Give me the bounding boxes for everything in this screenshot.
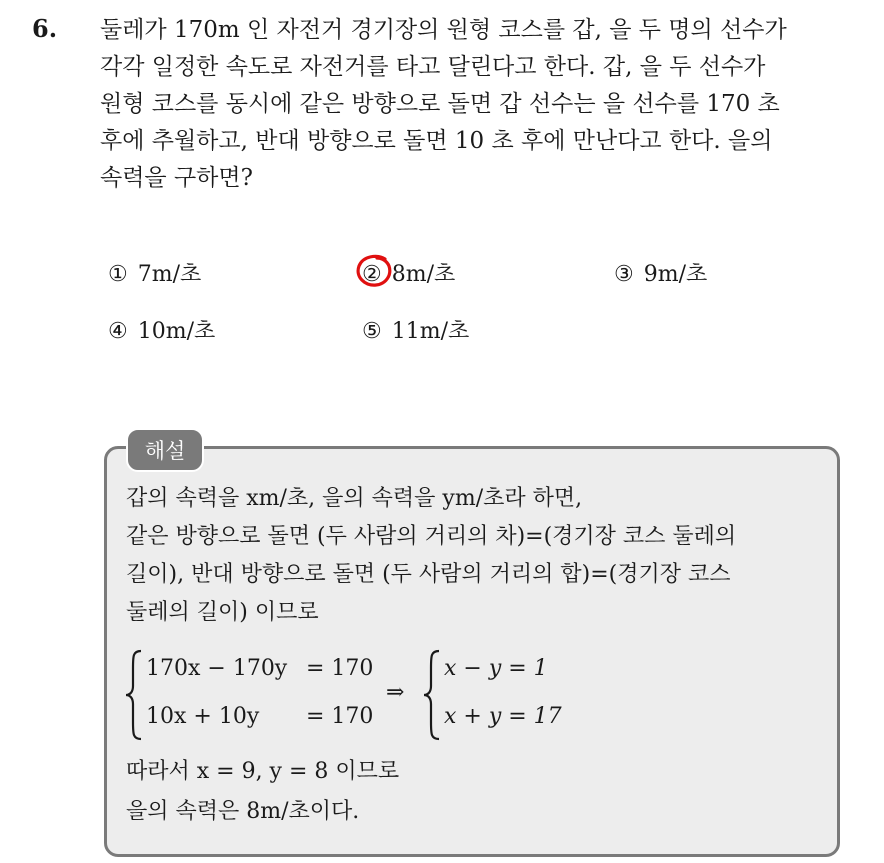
question-number: 6. — [32, 14, 58, 43]
choice-text: 10m/초 — [137, 319, 216, 344]
equation-system — [124, 646, 624, 742]
choice-5[interactable] — [362, 314, 469, 345]
conclusion-line: 을의 속력은 8m/초이다. — [126, 799, 360, 824]
choice-3[interactable] — [614, 257, 707, 288]
equation-right-1: x − y = 1 — [444, 656, 548, 681]
left-brace-icon — [124, 648, 144, 742]
solution-conclusion — [126, 752, 826, 832]
right-brace-icon — [422, 648, 442, 742]
equation-right-2: x + y = 17 — [444, 704, 562, 729]
solution-line: 같은 방향으로 돌면 (두 사람의 거리의 차)=(경기장 코스 둘레의 — [126, 524, 737, 549]
choice-mark: ③ — [614, 262, 634, 287]
choice-mark: ⑤ — [362, 319, 382, 344]
choice-mark: ④ — [108, 319, 128, 344]
question-line: 속력을 구하면? — [100, 165, 253, 191]
choice-2[interactable] — [362, 257, 455, 288]
solution-line: 길이), 반대 방향으로 돌면 (두 사람의 거리의 합)=(경기장 코스 — [126, 562, 731, 587]
question-line: 각각 일정한 속도로 자전거를 타고 달린다고 한다. 갑, 을 두 선수가 — [100, 54, 766, 80]
choice-mark: ① — [108, 262, 128, 287]
solution-line: 갑의 속력을 xm/초, 을의 속력을 ym/초라 하면, — [126, 486, 583, 511]
choice-mark: ② — [362, 262, 382, 287]
question-line: 원형 코스를 동시에 같은 방향으로 돌면 갑 선수는 을 선수를 170 초 — [100, 91, 780, 117]
question-text — [100, 12, 870, 197]
choice-text: 7m/초 — [137, 262, 202, 287]
choice-4[interactable] — [108, 314, 215, 345]
equation-left-1-rhs: = 170 — [306, 656, 374, 681]
solution-intro — [126, 480, 836, 632]
question-line: 후에 추월하고, 반대 방향으로 돌면 10 초 후에 만난다고 한다. 을의 — [100, 128, 773, 154]
choice-text: 8m/초 — [391, 262, 456, 287]
choice-text: 11m/초 — [391, 319, 470, 344]
question-line: 둘레가 170m 인 자전거 경기장의 원형 코스를 갑, 을 두 명의 선수가 — [100, 17, 787, 43]
choice-text: 9m/초 — [643, 262, 708, 287]
conclusion-line: 따라서 x = 9, y = 8 이므로 — [126, 759, 400, 784]
solution-tag: 해설 — [126, 428, 204, 472]
solution-line: 둘레의 길이) 이므로 — [126, 600, 319, 625]
equation-left-2-lhs: 10x + 10y — [146, 704, 260, 729]
choice-1[interactable] — [108, 257, 201, 288]
equation-left-2-rhs: = 170 — [306, 704, 374, 729]
equation-left-1-lhs: 170x − 170y — [146, 656, 288, 681]
implies-arrow: ⇒ — [386, 680, 405, 705]
